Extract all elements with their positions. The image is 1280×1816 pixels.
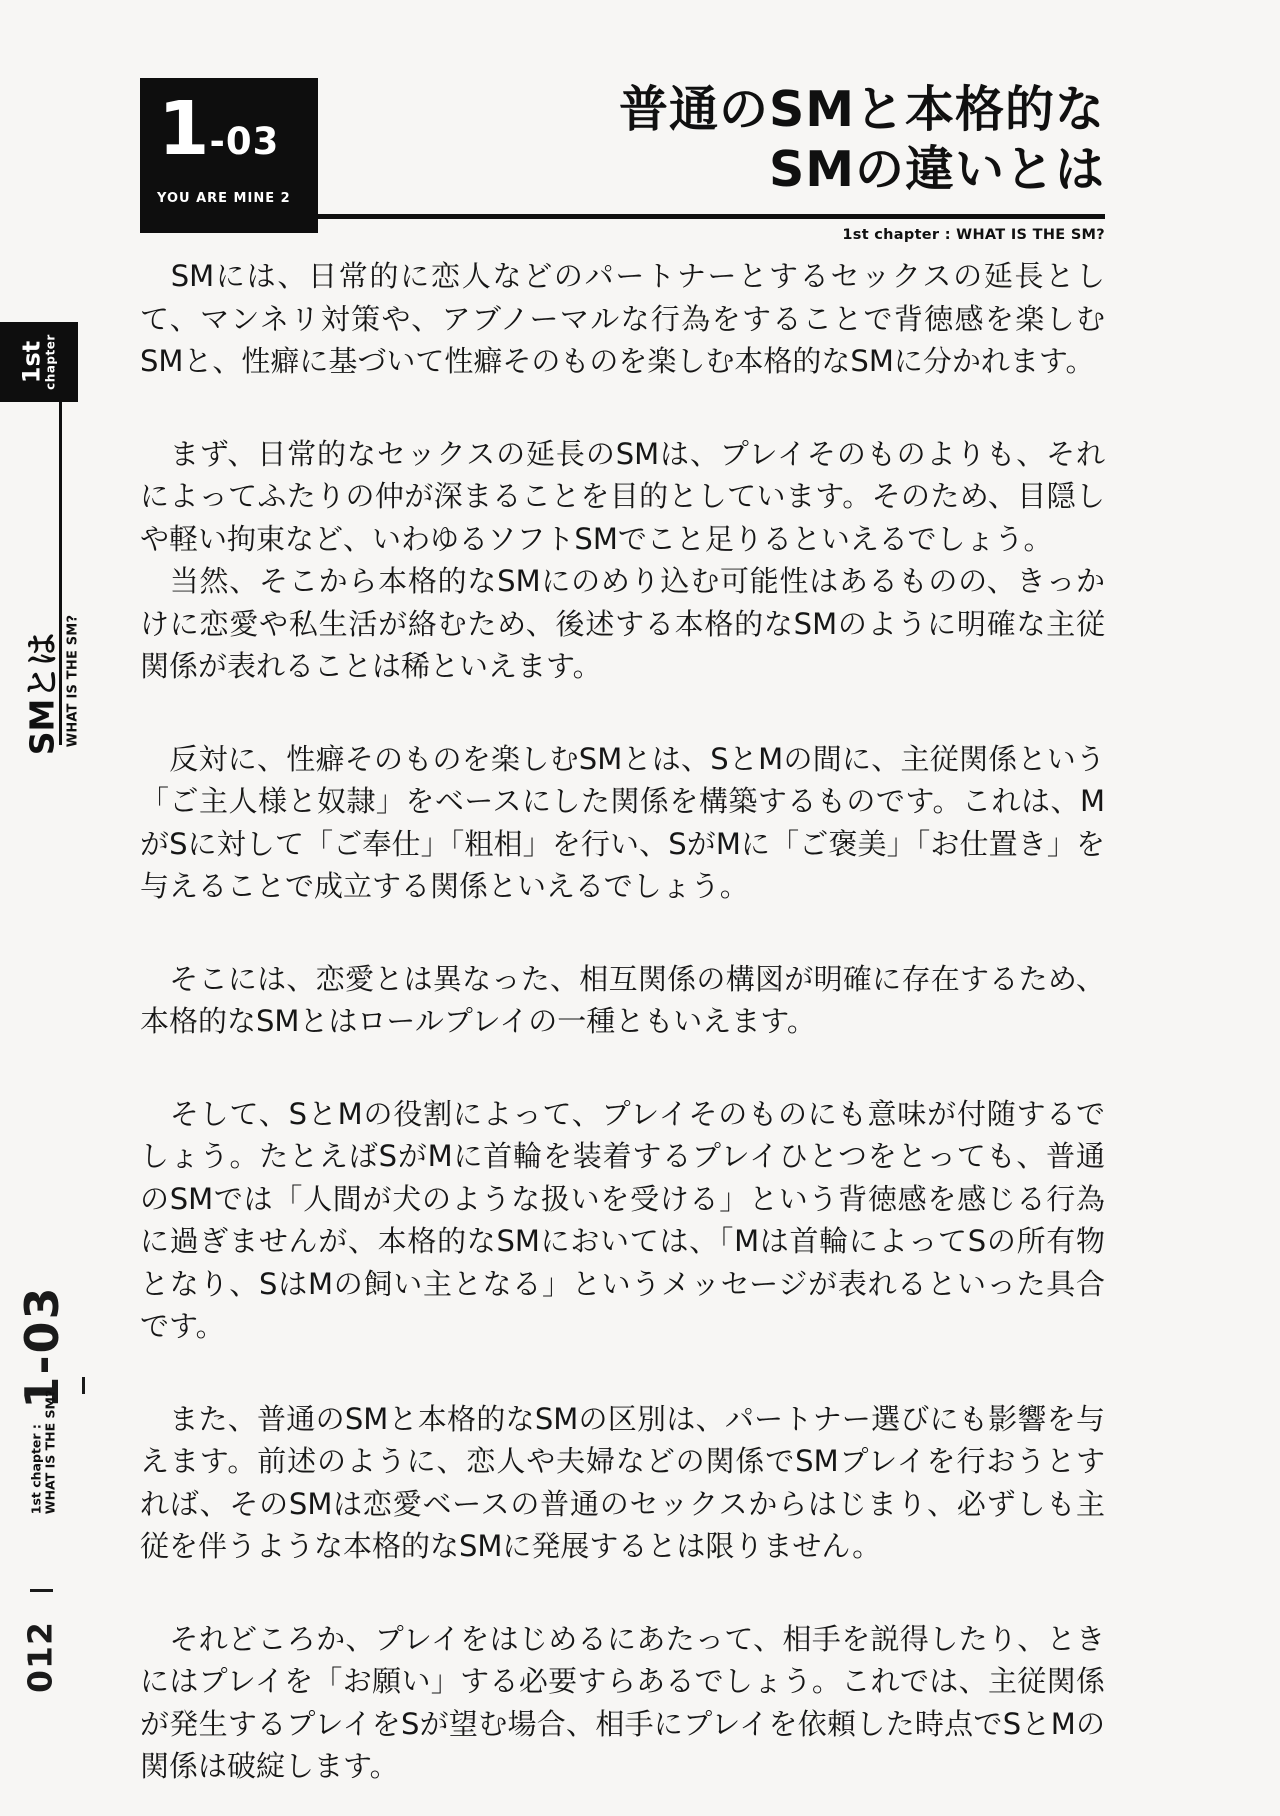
sidebar-separator-bar (82, 1377, 85, 1394)
header-rule (318, 214, 1105, 219)
chapter-caption: 1st chapter : WHAT IS THE SM? (842, 227, 1105, 243)
body-text (140, 255, 1105, 1816)
body-paragraph: また、普通のSMと本格的なSMの区別は、パートナー選びにも影響を与えます。前述のように、恋人や夫婦などの関係でSMプレイを行おうとすれば、そのSMは恋愛ベースの普通のセックスからはじまり、必ずしも主従を伴うような本格的なSMに発展するとは限りません。 (140, 1401, 1105, 1563)
page-title-line2: SMの違いとは (768, 141, 1105, 198)
body-paragraph: そして、SとMの役割によって、プレイそのものにも意味が付随するでしょう。たとえばSがMに首輪を装着するプレイひとつをとっても、普通のSMでは「人間が犬のような扱いを受ける」という背徳感を感じる行為に過ぎませんが、本格的なSMにおいては、「Mは首輪によってSの所有物となり、SはMの飼い主となる」というメッセージが表れるといった具合です。 (140, 1096, 1105, 1343)
chapter-number-minor: -03 (209, 120, 280, 163)
body-paragraph: まず、日常的なセックスの延長のSMは、プレイそのものよりも、それによってふたりの仲が深まることを目的としています。そのため、目隠しや軽い拘束など、いわゆるソフトSMでこと足りるといえるでしょう。 (140, 436, 1105, 556)
sidebar-caption-line1: 1st chapter : (28, 1424, 44, 1515)
sidebar-chapter-tab (0, 322, 78, 402)
sidebar-section-number: 1-03 (15, 1285, 69, 1409)
body-paragraph: そこには、恋愛とは異なった、相互関係の構図が明確に存在するため、本格的なSMとはロールプレイの一種ともいえます。 (140, 961, 1105, 1038)
chapter-number (140, 78, 318, 172)
page-title (619, 80, 1105, 200)
body-paragraph: SMには、日常的に恋人などのパートナーとするセックスの延長として、マンネリ対策や、アブノーマルな行為をすることで背徳感を楽しむSMと、性癖に基づいて性癖そのものを楽しむ本格的なSMに分かれます。 (140, 259, 1105, 378)
body-paragraph: 当然、そこから本格的なSMにのめり込む可能性はあるものの、きっかけに恋愛や私生活が絡むため、後述する本格的なSMのように明確な主従関係が表れることは稀といえます。 (140, 564, 1105, 683)
sidebar-chapter-tab-word: chapter (43, 334, 58, 390)
chapter-number-box (140, 78, 318, 233)
body-paragraph: それどころか、プレイをはじめるにあたって、相手を説得したり、ときにはプレイを「お願い」する必要すらあるでしょう。これでは、主従関係が発生するプレイをSが望む場合、相手にプレイを依頼した時点でSとMの関係は破綻します。 (140, 1621, 1105, 1783)
body-paragraph: 反対に、性癖そのものを楽しむSMとは、SとMの間に、主従関係という「ご主人様と奴隷」をベースにした関係を構築するものです。これは、MがSに対して「ご奉仕」「粗相」を行い、SがMに「ご褒美」「お仕置き」を与えることで成立する関係といえるでしょう。 (140, 741, 1105, 903)
sidebar-section-title: SMとは (22, 632, 62, 756)
series-title: YOU ARE MINE 2 (157, 191, 291, 206)
sidebar-chapter-tab-label (17, 334, 59, 390)
sidebar-caption (30, 1390, 57, 1514)
chapter-number-major: 1 (158, 86, 210, 172)
sidebar-section-subtitle: WHAT IS THE SM? (65, 614, 81, 748)
sidebar-chapter-tab-number: 1st (17, 340, 46, 384)
page-title-line1: 普通のSMと本格的な (618, 81, 1105, 138)
page-number-dash (30, 1589, 53, 1592)
page-number: 012 (20, 1621, 60, 1693)
sidebar-caption-line2: WHAT IS THE SM? (42, 1389, 57, 1515)
